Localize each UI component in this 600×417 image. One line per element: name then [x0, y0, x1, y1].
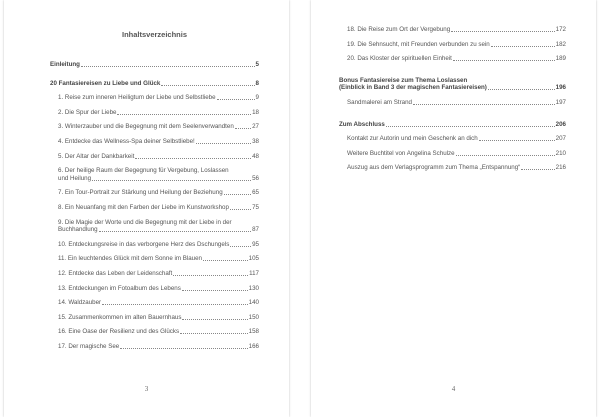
toc-entry[interactable]: Sandmalerei am Strand 197 [347, 98, 566, 106]
toc-entry[interactable]: 5. Der Altar der Dankbarkeit 48 [58, 152, 259, 160]
toc-entry-multiline[interactable]: 9. Die Magie der Worte und die Begegnung mit der Liebe in der Buchhandlung 87 [58, 218, 259, 234]
toc-entry[interactable]: 12. Entdecke das Leben der Leidenschaft 117 [58, 269, 259, 277]
toc-entry[interactable]: 1. Reise zum inneren Heiligtum der Liebe und Selbstliebe 9 [58, 94, 259, 102]
toc-entry[interactable]: 19. Die Sehnsucht, mit Freunden verbunden zu sein 182 [347, 40, 566, 48]
toc-entry[interactable]: 10. Entdeckungsreise in das verborgene Herz des Dschungels 95 [58, 240, 259, 248]
toc-entry[interactable]: 15. Zusammenkommen im alten Bauernhaus 150 [58, 313, 259, 321]
toc-entry[interactable]: 17. Der magische See 166 [58, 342, 259, 350]
toc-entry[interactable]: 4. Entdecke das Wellness-Spa deiner Selbstliebe! 38 [58, 137, 259, 145]
toc-entry[interactable]: 8. Ein Neuanfang mit den Farben der Liebe im Kunstworkshop 75 [58, 203, 259, 211]
page-number: 3 [144, 385, 149, 393]
toc-title: Inhaltsverzeichnis [121, 30, 188, 39]
toc-entry[interactable]: 18. Die Reise zum Ort der Vergebung 172 [347, 26, 566, 33]
toc-bonus-title[interactable]: Bonus Fantasiereise zum Thema Loslassen [339, 76, 468, 84]
page-number: 4 [451, 385, 456, 393]
toc-entry-einleitung[interactable]: Einleitung 5 [50, 61, 259, 68]
toc-entry[interactable]: 7. Ein Tour-Portrait zur Stärkung und Heilung der Beziehung 65 [58, 189, 259, 197]
toc-entry[interactable]: 16. Eine Oase der Resilienz und des Glücks 158 [58, 328, 259, 336]
toc-entry[interactable]: Auszug aus dem Verlagsprogramm zum Thema „Entspannung“ 216 [347, 164, 566, 172]
toc-section-fantasiereisen[interactable]: 20 Fantasiereisen zu Liebe und Glück 8 [50, 79, 259, 87]
toc-left [50, 30, 259, 350]
toc-section-abschluss[interactable]: Zum Abschluss 206 [339, 120, 566, 128]
toc-entry[interactable]: 13. Entdeckungen im Fotoalbum des Lebens 130 [58, 284, 259, 292]
toc-right [339, 26, 566, 172]
toc-entry[interactable]: 14. Waldzauber 140 [58, 299, 259, 307]
toc-entry[interactable]: Weitere Buchtitel von Angelina Schulze 210 [347, 149, 566, 157]
toc-entry[interactable]: 3. Winterzauber und die Begegnung mit dem Seelenverwandten 27 [58, 123, 259, 131]
toc-entry[interactable]: 2. Die Spur der Liebe 18 [58, 108, 259, 116]
toc-entry-multiline[interactable]: 6. Der heilige Raum der Begegnung für Vergebung, Loslassen und Heilung 56 [58, 167, 259, 182]
toc-entry[interactable]: 20. Das Kloster der spirituellen Einheit 189 [347, 55, 566, 63]
toc-bonus-entry[interactable]: (Einblick in Band 3 der magischen Fantasiereisen) 196 [339, 84, 566, 92]
right-page [311, 0, 596, 417]
left-page [4, 0, 289, 417]
toc-entry[interactable]: Kontakt zur Autorin und mein Geschenk an dich 207 [347, 135, 566, 143]
toc-entry[interactable]: 11. Ein leuchtendes Glück mit dem Sonne im Blauen 105 [58, 255, 259, 263]
